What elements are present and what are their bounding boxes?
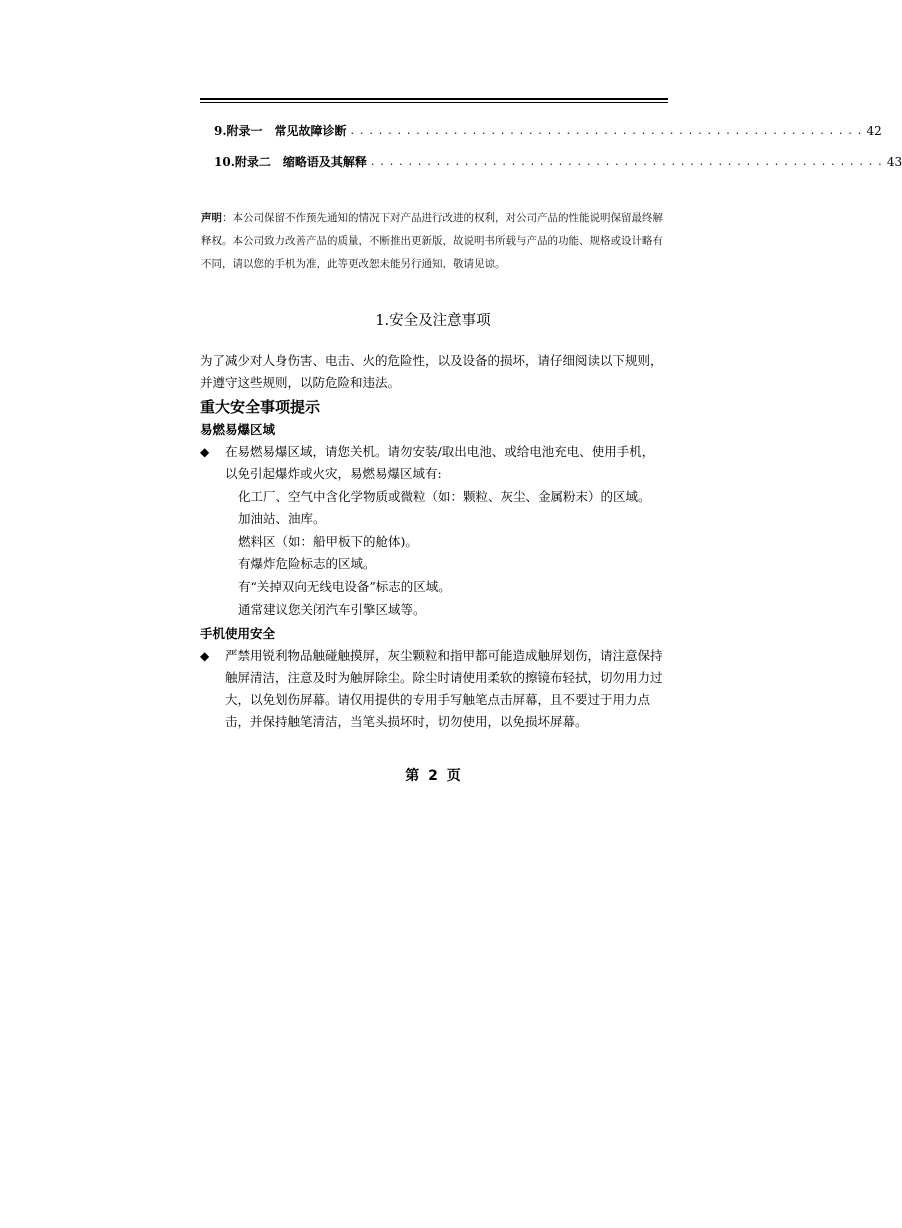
disclaimer-label: 声明 (201, 212, 222, 224)
disclaimer-text: ：本公司保留不作预先通知的情况下对产品进行改进的权利，对公司产品的性能说明保留最终解释权。本公司致力改善产品的质量，不断推出更新版，故说明书所载与产品的功能、规格或设计略有不同，请以您的手机为准，此等更改恕未能另行通知，敬请见谅。 (201, 212, 663, 270)
section-intro: 为了减少对人身伤害、电击、火的危险性，以及设备的损坏，请仔细阅读以下规则，并遵守这些规则，以防危险和违法。 (200, 353, 663, 390)
toc-entry[interactable] (214, 122, 882, 140)
header-rule-thin (200, 102, 668, 103)
bullet-phone-safety (200, 645, 666, 733)
section-title: 1.安全及注意事项 (375, 313, 491, 329)
page-number: 第 2 页 (405, 768, 461, 784)
toc-entry-page: 43 (886, 155, 902, 169)
zone-list-item: 加油站、油库。 (238, 511, 326, 526)
toc-leader-dots: . . . . . . . . . . . . . . . . . . . . . . . . . . . . . . . . . . . . . . . . . . . . . . . . . . . . . . . (350, 124, 863, 137)
diamond-bullet-icon: ◆ (200, 649, 210, 663)
toc-entry[interactable] (214, 153, 902, 171)
toc-entry-page: 42 (866, 124, 882, 138)
bullet-text: 严禁用锐利物品触碰触摸屏，灰尘颗粒和指甲都可能造成触屏划伤，请注意保持触屏清洁，注意及时为触屏除尘。除尘时请使用柔软的擦镜布轻拭，切勿用力过大，以免划伤屏幕。请仅用提供的专用手写触笔点击屏幕，且不要过于用力点击，并保持触笔清洁，当笔头损坏时，切勿使用，以免损坏屏幕。 (225, 648, 663, 729)
toc-entry-number: 9.附录一 (214, 124, 263, 138)
zone-list-item: 有“关掉双向无线电设备”标志的区域。 (238, 579, 451, 594)
zone-list-item: 有爆炸危险标志的区域。 (238, 556, 376, 571)
toc-entry-title: 常见故障诊断 (274, 124, 347, 138)
zone-list-item: 化工厂、空气中含化学物质或微粒（如：颗粒、灰尘、金属粉末）的区域。 (238, 489, 651, 504)
bullet-text: 在易燃易爆区域，请您关机。请勿安装/取出电池、或给电池充电、使用手机，以免引起爆炸或火灾，易燃易爆区域有: (225, 444, 655, 481)
subheading-flammable-areas: 易燃易爆区域 (200, 422, 276, 437)
subheading-phone-safety: 手机使用安全 (200, 626, 276, 641)
header-rule-thick (200, 98, 668, 100)
toc-entry-title: 缩略语及其解释 (282, 155, 367, 169)
toc-entry-number: 10.附录二 (214, 155, 271, 169)
zone-list-item: 通常建议您关闭汽车引擎区域等。 (238, 602, 426, 617)
disclaimer-notice (201, 207, 667, 276)
major-heading: 重大安全事项提示 (200, 398, 321, 416)
zone-list-item: 燃料区（如：船甲板下的舱体)。 (238, 534, 418, 549)
toc-leader-dots: . . . . . . . . . . . . . . . . . . . . . . . . . . . . . . . . . . . . . . . . . . . . . . . . . . . . . . . (370, 155, 883, 168)
bullet-flammable (200, 441, 666, 485)
diamond-bullet-icon: ◆ (200, 445, 210, 459)
